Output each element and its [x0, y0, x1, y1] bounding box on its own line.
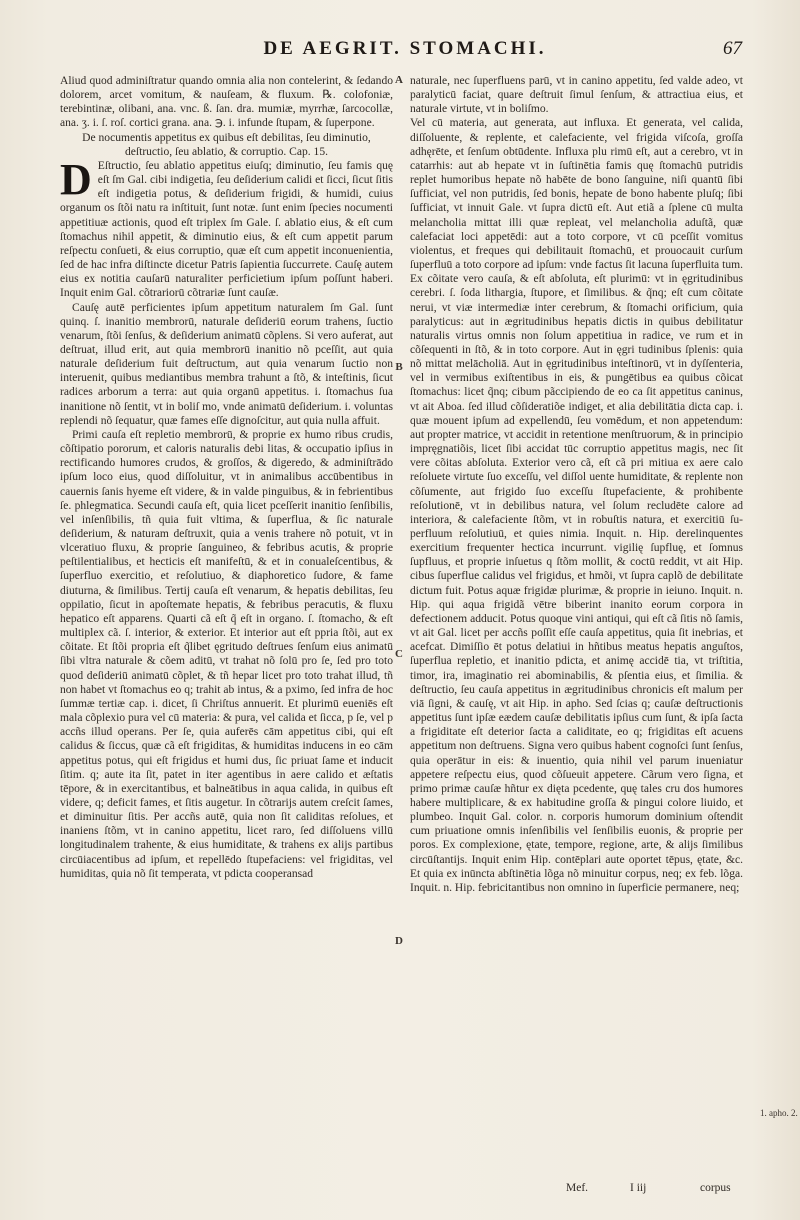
paragraph-text: Eſtructio, ſeu ablatio appetitus eiuſq; diminutio, ſeu famis quę eſt ſm Gal. cibi indigetia, ſeu deſiderium calidi et ſicci, ſicut ſitis eſt indigetia potus, & deſiderium frigidi, & humidi, cuius organum os ſtõi natu ra inſtituit, ſunt notæ. ſunt enim ſpecies nocumenti appetitiuæ actionis, quod eſt triplex ſm Gale. ſ. ablatio eius, & eſt cum ſtomachus nihil appetit, & diminutio eius, & eſt cum appetit parum reſpectu conſueti, & eius corruptio, quæ eſt cum appetit inconuenientia, ſed de hac infra diſtincte dicetur Patris ſapientia ſuccurrete. Cauſę autem eius ex notitia cauſarū naturaliter perficietium ipſum poſſunt haberi. Inquit enim Gal. cõtrariorū cõtrariæ ſunt cauſæ.: [60, 159, 393, 300]
chapter-heading: De nocumentis appetitus ex quibus eſt debilitas, ſeu diminutio, deſtructio, ſeu ablatio, & corruptio. Cap. 15.: [82, 131, 371, 158]
page-header: [60, 38, 750, 68]
signature-mark: Mef.: [566, 1182, 589, 1194]
paragraph: Primi cauſa eſt repletio membrorū, & proprie ex humo ribus crudis, cõſtipatio pororum, et caloris naturalis debi litas, & occupatio ipſius in rectificando humores crudos, & groſſos, & digeredo, & adminiſtrādo ipſum loco eius, quod diſſoluitur, vt in animalibus accūbentibus in cauernis ſanis hyeme eſt videre, & in valde pinguibus, & in febrientibus ſe. phlegmatica. Secundi cauſa eſt, quia licet pceſſerit inanitio ſenſibilis, vel inſenſibilis, tñ quia fuit vltima, & ſuperflua, & ſic naturale deſiderium, & naturam deſtruxit, quia a venis trahere nõ potuit, vt in vlceratiuo fluxu, & proprie ſanguineo, & febribus acutis, & proprie peſtilentialibus, et hecticis eſt manifeſtū, & et in conualeſcentibus, & ſuperfluo exercitio, et reſolutiuo, & diaphoretico ſudore, & fame diuturna, & ſimilibus. Tertij cauſa eſt venarum, & hepatis debilitas, ſeu oppilatio, ſicut in apoſtemate hepatis, & febribus peracutis, & fluxu hepatico eſt apparens. Quarti cã eſt q̃ eſt in organo. ſ. ſtomacho, & eſt multiplex cã. ſ. interior, & exterior. Et interior aut eſt ppria ſtõi, aut ex cõitate. Et ſtõi propria eſt q̃libet ęgritudo deſtrues ſenſum eius animatū ſibi vltra naturale & cõem aditū, vt trahat nõ ſolū pro ſe, ſed pro toto quod deſideriū animatū cõplet, & tñ hepar licet pro toto trahat illud, tñ non habet vt ſtomachus eo q; trahit ab intus, & a pximo, ſed infra de hoc ſummæ tertiæ cap. i. dicet, ſi Chriſtus annuerit. Et plurimū eueniēs eſt mala cõplexio pura vel cū materia: & pura, vel calida et ſicca, p ſe, vel p accñs illud operans. Per ſe, quia auferēs cām appetitus cibi, qui eſt calidus & ſiccus, quæ cã eſt frigiditas, & humiditas inducens in eo cām appetitus potus, qui eſt frigidus et humi dus, ſic priuat ſame et inducit ſitim. q; aute ita ſit, patet in iter agentibus in aere calido et æſtatis tēpore, & in exercitantibus, et balneātibus in aqua calida, in quibus eſt videre, q; deficit fames, et ſitis augetur. In cõtrarijs autem creſcit ſames, et diminuitur ſitis. Per accñs autē, quia non ſit caliditas reſolues, et inaniens ſtõm, vt in canino appetitu, licet raro, ſed diſſoluens villū longitudinalem trahente, & eius humiditate, & trahens ex alijs partibus circūiacentibus ad ipſum, et repellēdo ſtupefaciens: vel frigiditas, vel humiditas, quia nõ ſit temperata, vt pdicta cooperansad: [60, 428, 393, 880]
paragraph: Vel cū materia, aut generata, aut influxa. Et generata, vel calida, diſſoluente, & replente, et calefaciente, vel frigida viſcoſa, groſſa adhęrēte, et ſenſum obtūdente. Influxa plu rimū eſt, aut a cerebro, vt in catarrhis: aut ab hepate vt in ſuſtinētia famis quę ſtomachū putridis replet humoribus hepate nõ habēte de bono ſanguine, niſi quantū ſibi ſufficiat, vel non putridis, ſed bonis, hepate de bono habente pluſq; ſibi ſufficiat, vt innuit Gale. vt ſupra dictū eſt. Aut etiã a ſplene cū multa melancholia mittat illi quæ repleat, vel melancholia aduſtã, quæ calefaciat loci appetēdi: aut a toto corpore, vt cū pceſſit vomitus violentus, et freques qui debilitauit ſtomachū, et prouocauit curſum ſuperfluū a toto corpore ad ipſum: vnde factus ſit lacuna ſuperfluita tum. Ex cõitate vero cauſa, & eſt abſoluta, eſt plurimū: vt in ęgritudinibus cerebri. ſ. ſoda lithargia, ſtupore, et ſimilibus. & q̃nq; eſt cum cõitate nerui, vt viæ intermediæ inter cerebrum, & ſtomachi orificium, quia paralyticus: aut in ægritudinibus hepatis dictis in quibus debilitatur naturalis virtus omnis non ſolum appetitiua in radice, ve rum et in cõſequenti in ſtõ, & in toto corpore. Aut in ęgri tudinibus ſplenis: quia nõ mittat melācholiā. Aut in ęgritudinibus inteſtinorū, vt in dyſſenteria, vel in vermibus exiſtentibus in eis, & pungētibus ea quibus cõicat ſtomachus: licet q̃nq; cibum pãccipiendo de eo ca ſit appetitus caninus, vt ait Aboa. ſed illud cõſideratiõe indiget, et alia debilitātia dicta cap. i. quæ mouent ipſum ad expellendū, ſeu vomēdum, et non appetendum: aut propter matrice, vt accidit in retentione menſtruorum, & in principio impręgnatiõis, licet ſibi accidat tūc corruptio appetitus magis, nec ſit vere cõitas abſoluta. Exterior vero cã, eſt cã pri mitiua ex aere calo reſoluete virtute ſuo exceſſu, vel diſſol uente humiditate, & replente non cõſumente, aut frigido ſuo exceſſu ſtupefaciente, & prohibente reſolutionē, vt in debilibus natura, vel ſolum recludēte calore ad interiora, & calefaciente ſtõm, vt in robuſtis natura, et exercitiū ſuperfluum reſolutiuū, et quies nimia. Inquit. n. Hip. derelinquentes exercitium frequenter hectica incurrunt. vigilię ſupfluę, et ſomnus ſupfluus, et proprie inſuetus q ſtõm mollit, & coctū reddit, vt ait Hip. cibus ſuperflue calidus vel frigidus, et hmõi, vt ſupra caplõ de debilitate dictum fuit. Potus aquæ frigidæ plurimæ, & proprie in ieiuno. Inquit. n. Hip. qui aqua frigidã vētre biberint inanito eorum corpora in defectionem adducit. Potus quoque vini antiqui, qui eſt cã ſitis nõ ſamis, vt ait Gal. licet per accñs poſſit eſſe cauſa appetitus, quia ſit inebrias, et acefcat. Dimiſſio ēt potus delatiui in hñtibus meatus hepatis anguſtos, ſuperflua repletio, et inanitio pdicta, et animę accidē tia, vt triſtitia, timor, ira, imaginatio rei abominabilis, & pſentia eius, et ſimilia. & deſtructio, ſeu cauſa appetitus in ægritudinibus chronicis eſt malum per viā ſigni, & cauſę, vt ait Hip. in apho. Sed ſcias q; cauſæ deſtructionis appetitus ſunt ipſæ eædem cauſæ debilitatis ipſius cum ſunt, & ipſa ſacta a frigiditate eſt deterior ſacta a caliditate, eo q; frigiditas eſt acuens appetitum non deſtruens. Signa vero quibus habent cognoſci ſunt ſenſus, quia operātur in eis: & inuentio, quia nihil vel parum inueniatur appetere reſpectu eius, quod cõſueuit appetere. Cãrum vero ſigna, et primo primæ cauſæ hñtur ex dięta pcedente, quę tales cru dos humores habere multiplicare, & ex habitudine groſſa & pingui colore liuido, et plumbeo. Inquit Gal. color. n. corporis humorum dominium oſtendit cum priuatione omnis inſenſibilis vel ſenſibilis euonis, & proprie per poros. Ex complexione, ętate, tempore, regione, arte, & alijs ſimilibus circūſtantijs. Inquit enim Hip. contēplari aute oportet tēpus, ętate, &c. Et quia ex inūncta abſtinētia lõga nõ minuitur corpus, neq; ex feb. lõga. Inquit. n. Hip. febricitantibus non omnino in ſuperficie permanere, neq;: [410, 117, 743, 894]
drop-capital: D: [60, 154, 92, 204]
catchword: corpus: [700, 1182, 731, 1194]
paragraph: [60, 154, 393, 301]
section-letter-b: B: [395, 361, 403, 373]
paragraph: Aliud quod adminiſtratur quando omnia alia non contelerint, & ſedando dolorem, arcet vomitum, & nauſeam, & fluxum. ℞. colofoniæ, terebintinæ, olibani, ana. vnc. ß. ſan. dra. mumiæ, myrrhæ, ſarcocollæ, ana. ʒ. i. ſ. roſ. cortici grana. ana. ℈. i. infunde ſtupam, & ſuperpone.: [60, 75, 393, 130]
right-column: [410, 74, 743, 1182]
paragraph: Cauſę autē perficientes ipſum appetitum naturalem ſm Gal. ſunt quinq. ſ. inanitio membrorū, naturale deſideriū eorum trahens, ſuctio venarum, ſtõi ſenſus, & deſiderium animatū cõplens. Si vero auferat, aut deſtruat, illud erit, aut quia membrorū inanitio nõ pceſſit, aut quia naturale deſiderium fuit deſtructum, aut quia venarum ſuctio non interuenit, quibus mediantibus membra trahunt a ſtõ, & inteſtinis, ſicut radices arborum a terra: aut quia organū appetitus. i. ſtomachus ſua inanitione nõ ſentit, vt in boliſ mo, vnde animatū deſiderium. i. voluntas replendi nõ ſequatur, quæ fames eſſe dignoſcitur, aut quia nulla affuit.: [60, 301, 393, 427]
paragraph: naturale, nec ſuperfluens parū, vt in canino appetitu, ſed valde adeo, vt paralyticū faciat, quare deſtruit ſimul ſenſum, & attractiua eius, et naturale virtute, vt in boliſmo.: [410, 75, 743, 116]
section-letter-c: C: [395, 648, 403, 660]
running-title: DE AEGRIT. STOMACHI.: [263, 38, 547, 59]
margin-note: 1. apho. 2.: [760, 1108, 798, 1118]
gathering-mark: I iij: [630, 1182, 647, 1194]
left-column: [60, 74, 393, 1182]
section-letter-d: D: [395, 935, 403, 947]
section-letter-a: A: [395, 74, 403, 86]
folio-number: 67: [723, 38, 742, 59]
